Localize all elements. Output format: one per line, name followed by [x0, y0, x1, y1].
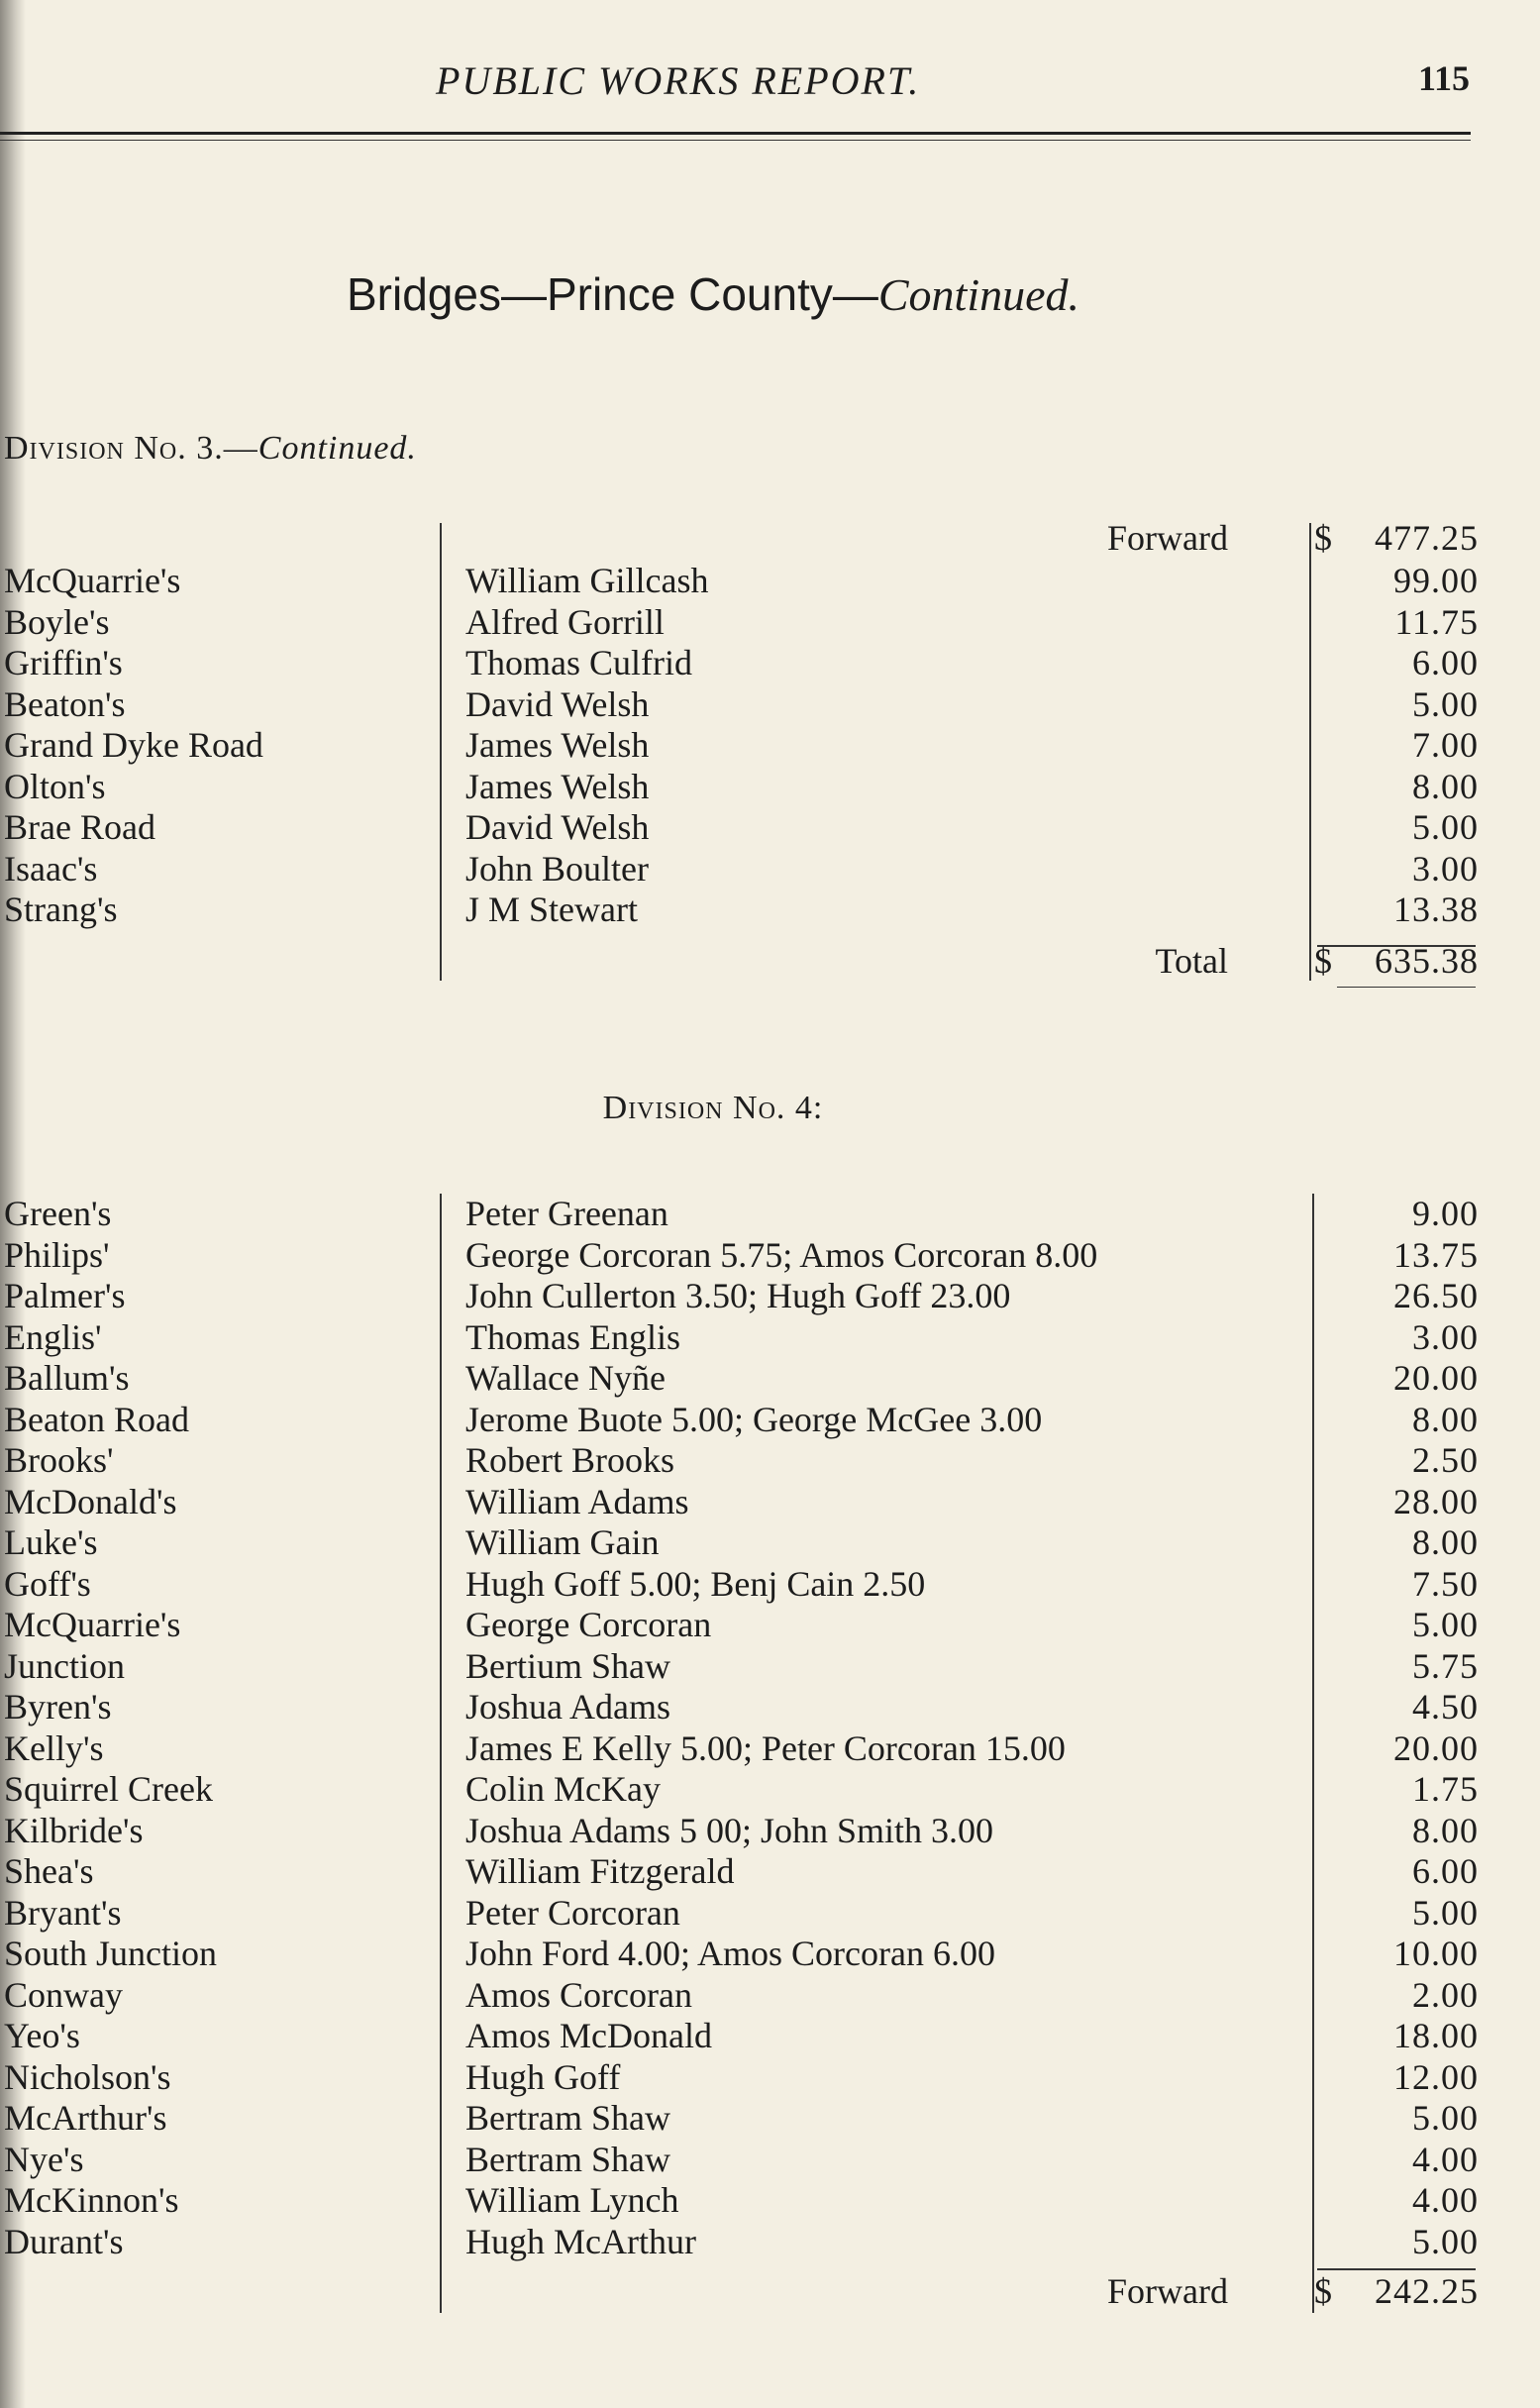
place-cell: Squirrel Creek — [4, 1769, 213, 1809]
payee-cell: William Lynch — [465, 2180, 679, 2220]
amount-cell: 20.00 — [1393, 1358, 1479, 1398]
amount-cell: 5.00 — [1412, 683, 1479, 724]
division-3-total-currency: $ — [1314, 941, 1332, 981]
place-cell: Beaton's — [4, 683, 126, 724]
division-3-forward-label: Forward — [1107, 518, 1228, 558]
table-row — [0, 643, 1540, 684]
table-row — [0, 2016, 1540, 2057]
division-4-forward-label: Forward — [1107, 2271, 1228, 2311]
place-cell: Junction — [4, 1645, 125, 1686]
payee-cell: George Corcoran — [465, 1605, 712, 1644]
place-cell: Griffin's — [4, 643, 123, 682]
division-4-heading: Division No. 4: — [602, 1090, 824, 1126]
section-title-main: Bridges—Prince County— — [346, 268, 878, 320]
place-cell: Beaton Road — [4, 1399, 189, 1439]
payee-cell: Hugh Goff — [465, 2056, 621, 2097]
division-3-forward-amount: 477.25 — [1375, 518, 1479, 558]
amount-cell: 10.00 — [1393, 1934, 1479, 1973]
amount-cell: 13.38 — [1393, 890, 1479, 929]
table-row — [0, 1522, 1540, 1564]
payee-cell: James E Kelly 5.00; Peter Corcoran 15.00 — [465, 1727, 1066, 1768]
amount-cell: 5.00 — [1412, 1605, 1479, 1644]
amount-cell: 5.00 — [1412, 807, 1479, 847]
amount-cell: 7.50 — [1412, 1563, 1479, 1604]
payee-cell: Robert Brooks — [465, 1440, 674, 1480]
place-cell: Nicholson's — [4, 2056, 171, 2097]
payee-cell: James Welsh — [465, 766, 650, 806]
place-cell: Goff's — [4, 1563, 91, 1604]
payee-cell: Alfred Gorrill — [465, 601, 665, 642]
amount-cell: 5.00 — [1412, 2098, 1479, 2138]
payee-cell: William Adams — [465, 1481, 689, 1521]
table-row — [0, 767, 1540, 808]
table-row — [0, 1235, 1540, 1277]
payee-cell: Peter Greenan — [465, 1194, 668, 1233]
amount-cell: 6.00 — [1412, 1851, 1479, 1891]
amount-cell: 8.00 — [1412, 1810, 1479, 1850]
division-3-total-underline — [1337, 987, 1476, 988]
division-3-forward-row — [0, 518, 1540, 560]
payee-cell: Peter Corcoran — [465, 1892, 680, 1933]
table-row — [0, 602, 1540, 644]
amount-cell: 8.00 — [1412, 766, 1479, 806]
division-4-sum-rule — [1317, 2268, 1476, 2270]
payee-cell: George Corcoran 5.75; Amos Corcoran 8.00 — [465, 1234, 1098, 1275]
amount-cell: 7.00 — [1412, 725, 1479, 765]
place-cell: Palmer's — [4, 1276, 126, 1315]
amount-cell: 5.00 — [1412, 2221, 1479, 2261]
payee-cell: Jerome Buote 5.00; George McGee 3.00 — [465, 1399, 1043, 1439]
place-cell: McQuarrie's — [4, 1605, 181, 1644]
division-4-forward-row — [0, 2271, 1540, 2313]
amount-cell: 99.00 — [1393, 561, 1479, 600]
payee-cell: Joshua Adams — [465, 1687, 670, 1727]
table-row — [0, 1975, 1540, 2017]
table-row — [0, 1605, 1540, 1646]
place-cell: Englis' — [4, 1316, 102, 1357]
payee-cell: William Gillcash — [465, 561, 709, 600]
payee-cell: Thomas Englis — [465, 1316, 680, 1357]
amount-cell: 9.00 — [1412, 1194, 1479, 1233]
table-row — [0, 1934, 1540, 1975]
payee-cell: Amos Corcoran — [465, 1974, 692, 2015]
division-3-heading — [4, 430, 417, 468]
division-4-forward-currency: $ — [1314, 2271, 1332, 2311]
payee-cell: John Ford 4.00; Amos Corcoran 6.00 — [465, 1934, 995, 1973]
amount-cell: 8.00 — [1412, 1522, 1479, 1562]
running-header — [0, 57, 1540, 107]
payee-cell: J M Stewart — [465, 890, 638, 929]
place-cell: Isaac's — [4, 848, 98, 889]
division-4-forward-amount: 242.25 — [1375, 2271, 1479, 2311]
place-cell: Bryant's — [4, 1892, 122, 1933]
table-row — [0, 1769, 1540, 1811]
division-3-total-row — [0, 941, 1540, 983]
table-row — [0, 2180, 1540, 2222]
payee-cell: Hugh Goff 5.00; Benj Cain 2.50 — [465, 1563, 926, 1604]
place-cell: Byren's — [4, 1687, 112, 1727]
amount-cell: 26.50 — [1393, 1276, 1479, 1315]
division-3-forward-currency: $ — [1314, 518, 1332, 558]
amount-cell: 3.00 — [1412, 1316, 1479, 1357]
place-cell: Shea's — [4, 1851, 94, 1891]
place-cell: Strang's — [4, 890, 118, 929]
place-cell: McArthur's — [4, 2098, 167, 2138]
division-3-total-amount: 635.38 — [1375, 941, 1479, 981]
amount-cell: 5.00 — [1412, 1892, 1479, 1933]
place-cell: McDonald's — [4, 1481, 177, 1521]
amount-cell: 4.00 — [1412, 2180, 1479, 2220]
place-cell: McQuarrie's — [4, 561, 181, 600]
place-cell: Conway — [4, 1974, 123, 2015]
place-cell: Brooks' — [4, 1440, 114, 1480]
amount-cell: 28.00 — [1393, 1481, 1479, 1521]
amount-cell: 1.75 — [1412, 1769, 1479, 1809]
table-row — [0, 1646, 1540, 1688]
payee-cell: James Welsh — [465, 725, 650, 765]
amount-cell: 2.50 — [1412, 1440, 1479, 1480]
amount-cell: 3.00 — [1412, 848, 1479, 889]
division-3-total-label: Total — [1155, 941, 1228, 981]
place-cell: Boyle's — [4, 601, 110, 642]
table-row — [0, 2057, 1540, 2099]
table-row — [0, 2098, 1540, 2140]
place-cell: Olton's — [4, 766, 106, 806]
table-row — [0, 1440, 1540, 1482]
table-row — [0, 1194, 1540, 1235]
division-3-heading-continued: Continued. — [257, 430, 417, 467]
payee-cell: Joshua Adams 5 00; John Smith 3.00 — [465, 1810, 994, 1850]
table-row — [0, 1317, 1540, 1359]
amount-cell: 8.00 — [1412, 1399, 1479, 1439]
table-row — [0, 890, 1540, 931]
place-cell: Grand Dyke Road — [4, 725, 263, 765]
payee-cell: Colin McKay — [465, 1769, 661, 1809]
payee-cell: David Welsh — [465, 683, 650, 724]
place-cell: Brae Road — [4, 807, 155, 847]
table-row — [0, 849, 1540, 890]
table-row — [0, 2140, 1540, 2181]
payee-cell: Thomas Culfrid — [465, 643, 692, 682]
table-row — [0, 1358, 1540, 1400]
running-title: PUBLIC WORKS REPORT. — [436, 58, 921, 103]
place-cell: Durant's — [4, 2221, 124, 2261]
amount-cell: 20.00 — [1393, 1727, 1479, 1768]
payee-cell: Amos McDonald — [465, 2016, 712, 2055]
table-row — [0, 1276, 1540, 1317]
page-number: 115 — [1418, 58, 1471, 98]
header-rule-thin — [0, 140, 1471, 141]
amount-cell: 5.75 — [1412, 1645, 1479, 1686]
table-row — [0, 725, 1540, 767]
payee-cell: John Boulter — [465, 848, 649, 889]
amount-cell: 4.00 — [1412, 2139, 1479, 2179]
table-row — [0, 1893, 1540, 1935]
place-cell: Ballum's — [4, 1358, 130, 1398]
place-cell: Yeo's — [4, 2016, 80, 2055]
amount-cell: 6.00 — [1412, 643, 1479, 682]
payee-cell: Bertium Shaw — [465, 1645, 670, 1686]
place-cell: Kilbride's — [4, 1810, 144, 1850]
place-cell: Luke's — [4, 1522, 98, 1562]
table-row — [0, 807, 1540, 849]
place-cell: McKinnon's — [4, 2180, 179, 2220]
payee-cell: William Fitzgerald — [465, 1851, 735, 1891]
place-cell: Philips' — [4, 1234, 110, 1275]
table-row — [0, 684, 1540, 726]
payee-cell: Wallace Nyñe — [465, 1358, 666, 1398]
table-row — [0, 1687, 1540, 1728]
table-row — [0, 1728, 1540, 1770]
amount-cell: 11.75 — [1394, 601, 1479, 642]
table-row — [0, 2222, 1540, 2263]
table-row — [0, 1811, 1540, 1852]
payee-cell: Hugh McArthur — [465, 2221, 696, 2261]
payee-cell: David Welsh — [465, 807, 650, 847]
place-cell: South Junction — [4, 1934, 218, 1973]
payee-cell: John Cullerton 3.50; Hugh Goff 23.00 — [465, 1276, 1011, 1315]
table-row — [0, 1482, 1540, 1523]
table-row — [0, 561, 1540, 602]
place-cell: Green's — [4, 1194, 112, 1233]
amount-cell: 13.75 — [1393, 1234, 1479, 1275]
payee-cell: William Gain — [465, 1522, 660, 1562]
division-3-heading-text: Division No. 3.— — [4, 430, 258, 467]
place-cell: Nye's — [4, 2139, 84, 2179]
payee-cell: Bertram Shaw — [465, 2139, 670, 2179]
section-title-continued: Continued. — [877, 269, 1080, 320]
section-title — [0, 267, 1426, 321]
place-cell: Kelly's — [4, 1727, 104, 1768]
amount-cell: 12.00 — [1393, 2056, 1479, 2097]
table-row — [0, 1851, 1540, 1893]
amount-cell: 2.00 — [1412, 1974, 1479, 2015]
header-rule-thick — [0, 132, 1471, 135]
table-row — [0, 1400, 1540, 1441]
payee-cell: Bertram Shaw — [465, 2098, 670, 2138]
amount-cell: 18.00 — [1393, 2016, 1479, 2055]
amount-cell: 4.50 — [1412, 1687, 1479, 1727]
table-row — [0, 1564, 1540, 1606]
